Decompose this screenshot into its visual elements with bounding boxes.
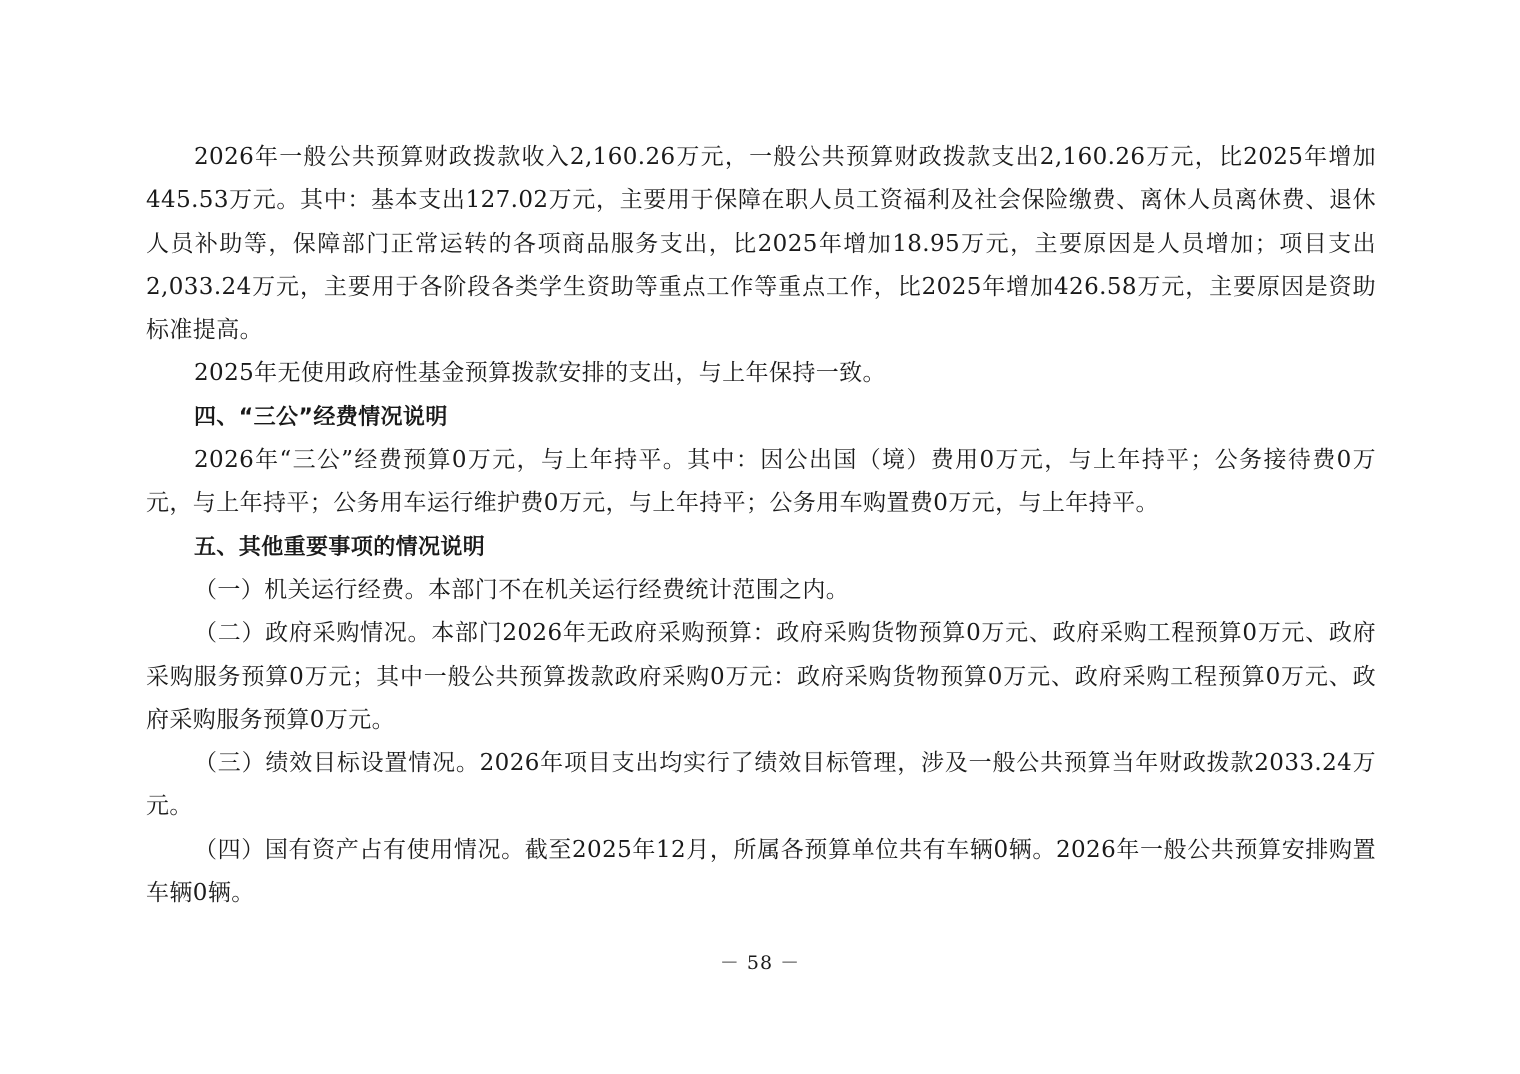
section-heading-three-public: 四、“三公”经费情况说明: [194, 404, 448, 430]
paragraph-government-fund: 2025年无使用政府性基金预算拨款安排的支出，与上年保持一致。: [194, 360, 886, 387]
paragraph-state-assets: （四）国有资产占有使用情况。截至2025年12月，所属各预算单位共有车辆0辆。2026年一般公共预算安排购置车辆0辆。: [146, 836, 1376, 907]
page-number: － 58 －: [719, 952, 801, 974]
document-body: [146, 136, 1376, 915]
section-heading-other-matters: 五、其他重要事项的情况说明: [194, 534, 486, 560]
paragraph-budget-overview: 2026年一般公共预算财政拨款收入2,160.26万元，一般公共预算财政拨款支出2,160.26万元，比2025年增加445.53万元。其中：基本支出127.02万元，主要用于保障在职人员工资福利及社会保险缴费、离休人员离休费、退休人员补助等，保障部门正常运转的各项商品服务支出，比2025年增加18.95万元，主要原因是人员增加；项目支出2,033.24万元，主要用于各阶段各类学生资助等重点工作等重点工作，比2025年增加426.58万元，主要原因是资助标准提高。: [146, 144, 1376, 344]
paragraph-three-public-expenses: 2026年“三公”经费预算0万元，与上年持平。其中：因公出国（境）费用0万元，与上年持平；公务接待费0万元，与上年持平；公务用车运行维护费0万元，与上年持平；公务用车购置费0万元，与上年持平。: [146, 447, 1376, 517]
paragraph-performance-targets: （三）绩效目标设置情况。2026年项目支出均实行了绩效目标管理，涉及一般公共预算当年财政拨款2033.24万元。: [146, 750, 1376, 820]
paragraph-government-procurement: （二）政府采购情况。本部门2026年无政府采购预算：政府采购货物预算0万元、政府采购工程预算0万元、政府采购服务预算0万元；其中一般公共预算拨款政府采购0万元：政府采购货物预算0万元、政府采购工程预算0万元、政府采购服务预算0万元。: [146, 620, 1376, 733]
paragraph-operating-expenses: （一）机关运行经费。本部门不在机关运行经费统计范围之内。: [194, 576, 850, 603]
